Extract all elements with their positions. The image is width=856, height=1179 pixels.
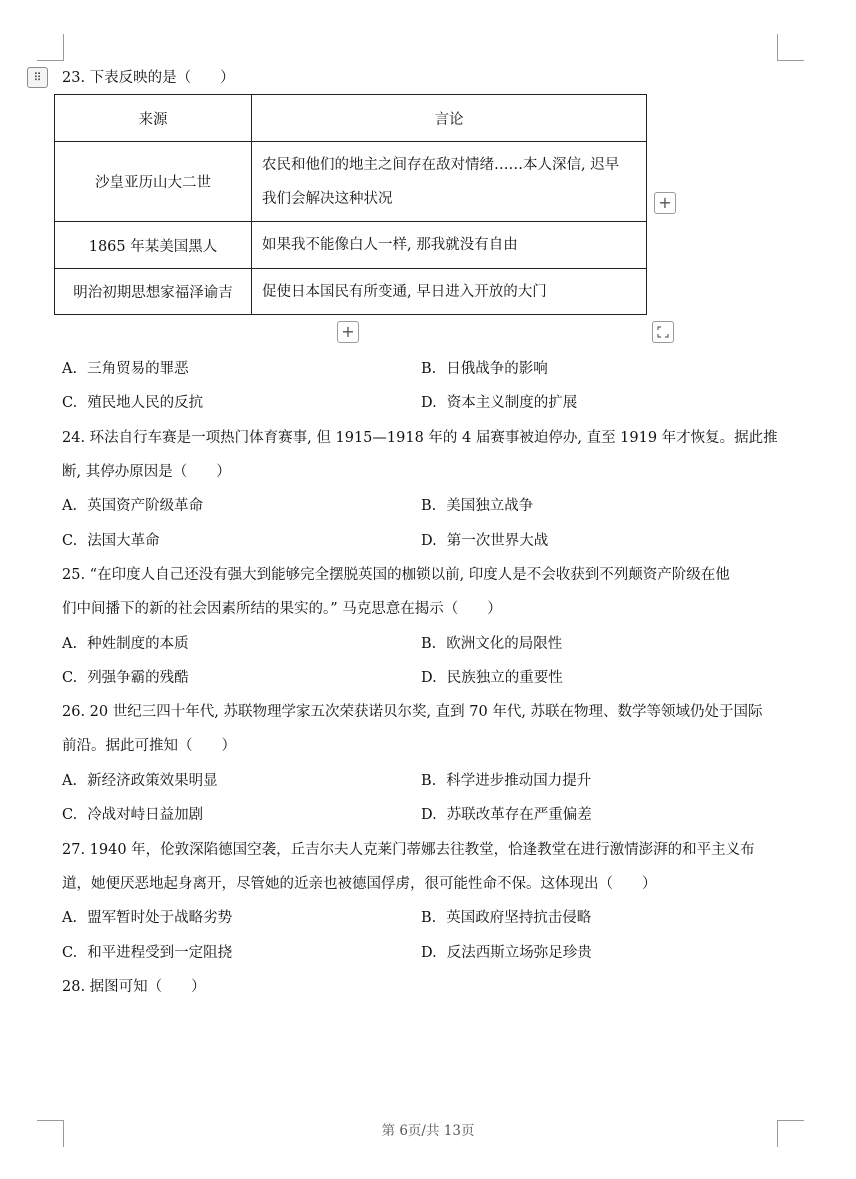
quote-line: 如果我不能像白人一样, 那我就没有自由 xyxy=(262,237,518,253)
corner-mark-top-right xyxy=(777,34,804,61)
q25-option-d[interactable] xyxy=(421,666,563,687)
q23-option-d[interactable] xyxy=(421,391,577,412)
option-letter: B. xyxy=(421,910,437,926)
option-text: 新经济政策效果明显 xyxy=(87,773,218,789)
q24-option-c[interactable] xyxy=(62,529,160,550)
q27-stem-line1: 27. 1940 年，伦敦深陷德国空袭，丘吉尔夫人克莱门蒂娜去往教堂，恰逢教堂在进行激情澎湃的和平主义布 xyxy=(62,842,755,858)
add-row-plus-icon[interactable]: + xyxy=(337,321,359,343)
table-row xyxy=(55,222,647,269)
option-letter: C. xyxy=(62,807,78,823)
table-cell-quote xyxy=(252,222,647,269)
option-letter: C. xyxy=(62,533,78,549)
q24-option-d[interactable] xyxy=(421,529,548,550)
q23-stem: 23. 下表反映的是（ ） xyxy=(62,70,235,86)
quote-line: 促使日本国民有所变通, 早日进入开放的大门 xyxy=(262,283,547,300)
q23-option-c[interactable] xyxy=(62,391,203,412)
q24-stem-line1: 24. 环法自行车赛是一项热门体育赛事, 但 1915—1918 年的 4 届赛事被迫停办, 直至 1919 年才恢复。据此推 xyxy=(62,430,778,446)
option-text: 第一次世界大战 xyxy=(446,533,549,549)
option-letter: C. xyxy=(62,670,78,686)
option-letter: A. xyxy=(62,910,78,926)
option-letter: B. xyxy=(421,498,437,514)
option-letter: A. xyxy=(62,773,78,789)
option-text: 种姓制度的本质 xyxy=(87,636,189,652)
q23-table xyxy=(54,94,647,315)
table-move-handle-icon[interactable]: ⠿ xyxy=(27,67,48,88)
table-header-row xyxy=(55,95,647,142)
q25-option-c[interactable] xyxy=(62,666,189,687)
resize-corner-glyph xyxy=(657,326,669,338)
option-text: 法国大革命 xyxy=(87,533,160,549)
table-header-quote: 言论 xyxy=(252,95,647,142)
q26-stem-line2: 前沿。据此可推知（ ） xyxy=(62,738,236,754)
option-letter: D. xyxy=(421,670,437,686)
option-letter: C. xyxy=(62,395,78,411)
q28-stem: 28. 据图可知（ ） xyxy=(62,979,206,995)
table-row xyxy=(55,142,647,222)
option-text: 三角贸易的罪恶 xyxy=(87,361,189,377)
table-cell-source: 1865 年某美国黑人 xyxy=(55,222,252,269)
q27-option-b[interactable] xyxy=(421,906,591,927)
option-letter: D. xyxy=(421,945,437,961)
option-text: 和平进程受到一定阻挠 xyxy=(87,945,233,961)
quote-line: 农民和他们的地主之间存在敌对情绪……本人深信, 迟早 xyxy=(262,156,620,173)
add-column-plus-icon[interactable]: + xyxy=(654,192,676,214)
option-text: 反法西斯立场弥足珍贵 xyxy=(446,945,592,961)
option-text: 盟军暂时处于战略劣势 xyxy=(87,910,233,926)
q25-option-b[interactable] xyxy=(421,632,562,653)
q24-option-a[interactable] xyxy=(62,494,203,515)
option-text: 英国资产阶级革命 xyxy=(87,498,204,514)
table-row xyxy=(55,269,647,315)
option-letter: A. xyxy=(62,498,78,514)
q25-option-a[interactable] xyxy=(62,632,189,653)
q26-option-b[interactable] xyxy=(421,769,591,790)
option-text: 资本主义制度的扩展 xyxy=(446,395,578,411)
option-text: 欧洲文化的局限性 xyxy=(446,636,563,652)
q25-stem-line2: 们中间播下的新的社会因素所结的果实的。” 马克思意在揭示（ ） xyxy=(62,601,502,617)
q25-stem-line1: 25. “在印度人自己还没有强大到能够完全摆脱英国的枷锁以前, 印度人是不会收获到不列颠资产阶级在他 xyxy=(62,567,730,583)
option-text: 英国政府坚持抗击侵略 xyxy=(446,910,592,926)
q27-option-d[interactable] xyxy=(421,941,592,962)
option-text: 日俄战争的影响 xyxy=(446,361,548,377)
q23-option-a[interactable] xyxy=(62,357,189,378)
q23-option-b[interactable] xyxy=(421,357,548,378)
table-cell-source: 沙皇亚历山大二世 xyxy=(55,142,252,222)
table-resize-icon[interactable] xyxy=(652,321,674,343)
option-text: 美国独立战争 xyxy=(446,498,534,514)
table-cell-quote xyxy=(252,269,647,315)
table-cell-quote xyxy=(252,142,647,222)
option-letter: C. xyxy=(62,945,78,961)
corner-mark-top-left xyxy=(37,34,64,61)
page-number: 第 6页/共 13页 xyxy=(381,1123,475,1139)
q26-option-d[interactable] xyxy=(421,803,592,824)
option-letter: D. xyxy=(421,807,437,823)
option-text: 列强争霸的残酷 xyxy=(87,670,189,686)
option-letter: D. xyxy=(421,395,437,411)
q24-stem-line2: 断, 其停办原因是（ ） xyxy=(62,464,231,480)
option-letter: D. xyxy=(421,533,437,549)
table-header-source: 来源 xyxy=(55,95,252,142)
option-letter: A. xyxy=(62,361,78,377)
option-text: 冷战对峙日益加剧 xyxy=(87,807,204,823)
q24-option-b[interactable] xyxy=(421,494,533,515)
q26-stem-line1: 26. 20 世纪三四十年代, 苏联物理学家五次荣获诺贝尔奖, 直到 70 年代, 苏联在物理、数学等领域仍处于国际 xyxy=(62,704,763,720)
q26-option-a[interactable] xyxy=(62,769,218,790)
q27-option-a[interactable] xyxy=(62,906,232,927)
option-text: 科学进步推动国力提升 xyxy=(446,773,592,789)
option-letter: A. xyxy=(62,636,78,652)
table-cell-source: 明治初期思想家福泽谕吉 xyxy=(55,269,252,315)
q27-stem-line2: 道，她便厌恶地起身离开，尽管她的近亲也被德国俘虏，很可能性命不保。这体现出（ ） xyxy=(62,876,657,892)
quote-line: 我们会解决这种状况 xyxy=(262,190,393,207)
option-letter: B. xyxy=(421,636,437,652)
q27-option-c[interactable] xyxy=(62,941,232,962)
option-letter: B. xyxy=(421,361,437,377)
option-text: 民族独立的重要性 xyxy=(446,670,563,686)
option-text: 殖民地人民的反抗 xyxy=(87,395,204,411)
q26-option-c[interactable] xyxy=(62,803,203,824)
option-text: 苏联改革存在严重偏差 xyxy=(446,807,592,823)
option-letter: B. xyxy=(421,773,437,789)
